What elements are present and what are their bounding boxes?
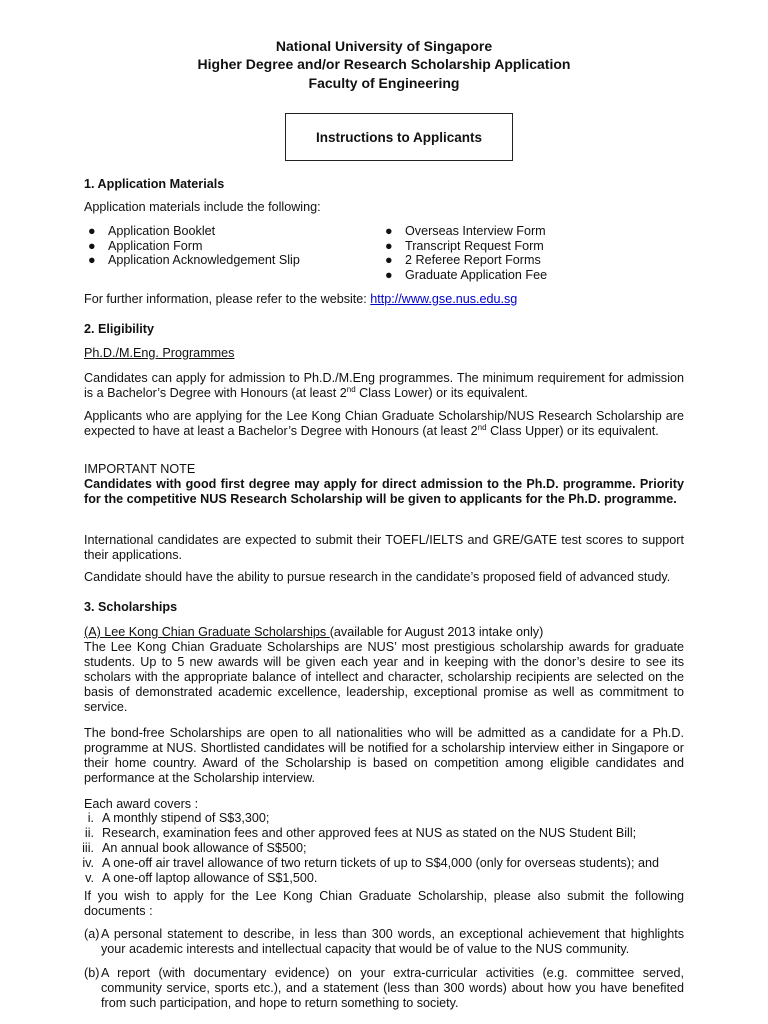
eligibility-para-4: Candidate should have the ability to pursue research in the candidate’s proposed field of advanced study. — [84, 570, 671, 584]
doc-title-application: Higher Degree and/or Research Scholarship Application — [197, 56, 571, 72]
list-item: ● Application Acknowledgement Slip — [88, 253, 300, 268]
doc-title-university: National University of Singapore — [275, 38, 493, 54]
instructions-box — [285, 113, 513, 161]
lkc-subheading: (A) Lee Kong Chian Graduate Scholarships (available for August 2013 intake only) — [84, 625, 544, 639]
materials-list-left — [88, 224, 300, 268]
gse-website-link[interactable]: http://www.gse.nus.edu.sg — [370, 292, 518, 306]
list-item: ● Application Form — [88, 238, 203, 253]
list-item: i. A monthly stipend of S$3,300; — [87, 811, 270, 825]
eligibility-para-3: International candidates are expected to submit their TOEFL/IELTS and GRE/GATE test scores to support their applications. — [84, 533, 684, 562]
list-item: v. A one-off laptop allowance of S$1,500. — [85, 871, 318, 885]
section-1-heading: 1. Application Materials — [84, 177, 225, 191]
documents-item-b: (b) A report (with documentary evidence) on your extra-curricular activities (e.g. committee served, community service, sports etc.), and a statement (less than 300 words) about how you have benefited from such participation, and hope to return something to society. — [84, 966, 684, 1010]
documents-item-a: (a) A personal statement to describe, in less than 300 words, an exceptional achievement that highlights your academic interests and intellectual capacity that would be of value to the NUS community. — [84, 927, 684, 956]
list-item: iii. An annual book allowance of S$500; — [82, 841, 307, 855]
section-2-heading: 2. Eligibility — [84, 322, 154, 336]
further-info: For further information, please refer to the website: http://www.gse.nus.edu.sg — [84, 292, 518, 306]
section-3-heading: 3. Scholarships — [84, 600, 178, 614]
list-item: ● Overseas Interview Form — [385, 224, 546, 238]
award-covers-label: Each award covers : — [84, 797, 199, 811]
list-item: ● Application Booklet — [88, 224, 216, 238]
list-item: ii. Research, examination fees and other approved fees at NUS as stated on the NUS Student Bill; — [84, 826, 637, 840]
eligibility-para-1: Candidates can apply for admission to Ph.D./M.Eng programmes. The minimum requirement for admission is a Bachelor’s Degree with Honours (at least 2nd Class Lower) or its equivalent. — [84, 371, 684, 400]
doc-title-faculty: Faculty of Engineering — [308, 75, 460, 91]
list-item: ● Graduate Application Fee — [385, 268, 548, 283]
list-item: ● Transcript Request Form — [385, 238, 544, 253]
scholarship-para-3: If you wish to apply for the Lee Kong Chian Graduate Scholarship, please also submit the following documents : — [84, 889, 684, 918]
instructions-title: Instructions to Applicants — [315, 129, 482, 145]
important-note-label: IMPORTANT NOTE — [84, 462, 196, 476]
materials-intro: Application materials include the following: — [84, 200, 321, 214]
materials-list-right — [385, 224, 547, 283]
phd-meng-subheading: Ph.D./M.Eng. Programmes — [84, 346, 235, 360]
scholarship-para-2: The bond-free Scholarships are open to all nationalities who will be admitted as a candidate for a Ph.D. programme at NUS. Shortlisted candidates will be notified for a scholarship interview either in Singapore or their home country. Award of the Scholarship is based on competition among eligible candidates and performance at the Scholarship interview. — [84, 726, 684, 785]
award-items-list — [80, 811, 690, 886]
eligibility-para-2: Applicants who are applying for the Lee Kong Chian Graduate Scholarship/NUS Research Scholarship are expected to have at least a Bachelor’s Degree with Honours (at least 2nd Class Upper) or its equivalent. — [84, 409, 684, 438]
list-item: ● 2 Referee Report Forms — [385, 253, 541, 268]
scholarship-para-1: The Lee Kong Chian Graduate Scholarships are NUS’ most prestigious scholarship awards for graduate students. Up to 5 new awards will be given each year and in keeping with the donor’s desire to see its scholars with the appropriate balance of intellect and character, scholarship recipients are selected on the basis of demonstrated academic excellence, leadership, exceptional promise as well as commitment to service. — [84, 640, 684, 714]
list-item: iv. A one-off air travel allowance of two return tickets of up to S$4,000 (only for overseas students); and — [82, 856, 659, 870]
important-note: Candidates with good first degree may apply for direct admission to the Ph.D. programme. Priority for the competitive NUS Research Scholarship will be given to applicants for the Ph.D. programme. — [84, 477, 684, 507]
